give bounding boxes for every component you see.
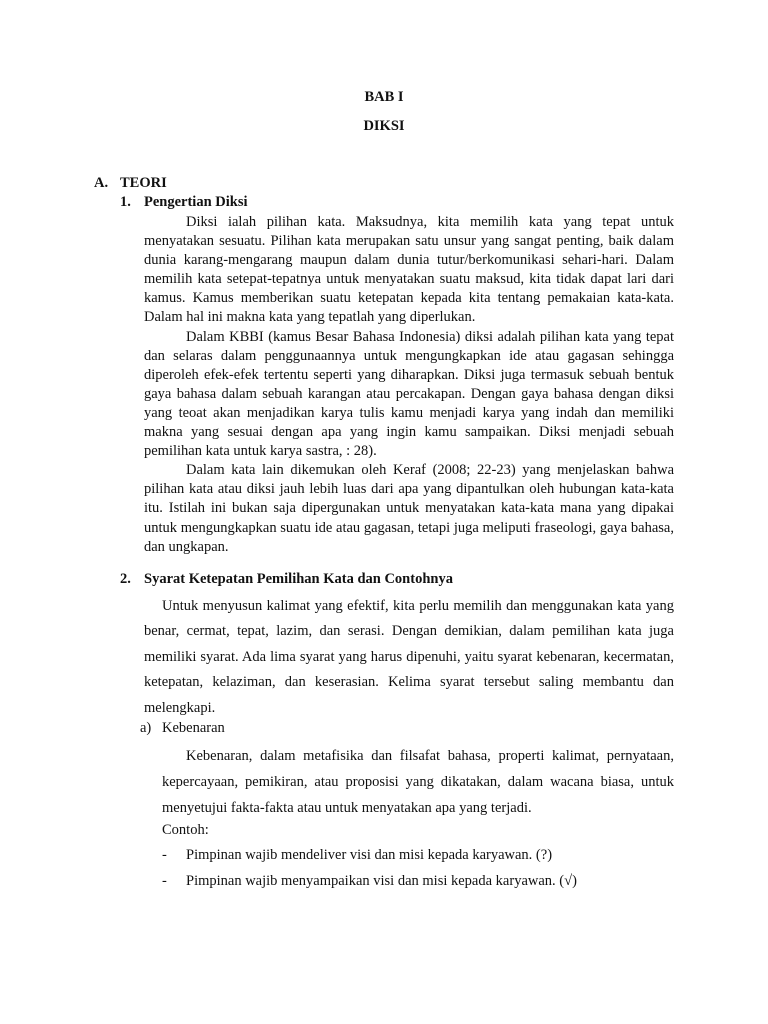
chapter-number: BAB I [364,89,404,105]
list-item: Pimpinan wajib menyampaikan visi dan misi kepada karyawan. (√) [186,873,577,889]
item-a-title: Kebenaran [162,720,225,736]
chapter-title: DIKSI [363,118,405,134]
section-a-title: TEORI [120,175,167,191]
paragraph: Dalam KBBI (kamus Besar Bahasa Indonesia) diksi adalah pilihan kata yang tepat dan selaras dalam penggunaannya untuk mengungkapkan ide atau gagasan sehingga diperoleh efek-efek tertentu seperti yang diharapkan. Diksi juga termasuk sebuah bentuk gaya bahasa dalam sebuah karangan atau percakapan. Dengan gaya bahasa dengan diksi yang teoat akan menjadikan karya tulis kamu menjadi karya yang indah dan memiliki makna yang sesuai dengan apa yang ingin kamu sampaikan. Diksi menjadi sebuah pemilihan kata untuk karya sastra, : 28). [144,328,674,460]
example-label: Contoh: [162,822,209,838]
list-item: Pimpinan wajib mendeliver visi dan misi kepada karyawan. (?) [186,847,553,863]
section-a-label: A. [94,175,109,191]
paragraph: Diksi ialah pilihan kata. Maksudnya, kita memilih kata yang tepat untuk menyatakan sesuatu. Pilihan kata merupakan satu unsur yang sangat penting, baik dalam dunia karang-mengarang maupun dalam dunia tutur/berkomunikasi sehari-hari. Dalam memilih kata setepat-tepatnya untuk menyatakan suatu maksud, kita tidak dapat lari dari kamus. Kamus memberikan suatu ketepatan kepada kita tentang pemakaian kata-kata. Dalam hal ini makna kata yang tepatlah yang diperlukan. [144,214,674,326]
paragraph: Kebenaran, dalam metafisika dan filsafat bahasa, properti kalimat, pernyataan, kepercayaan, pemikiran, atau proposisi yang dikatakan, dalam wacana biasa, untuk menyetujui fakta-fakta atau untuk menyatakan apa yang terjadi. [162,748,674,816]
paragraph: Untuk menyusun kalimat yang efektif, kita perlu memilih dan menggunakan kata yang benar, cermat, tepat, lazim, dan serasi. Dengan demikian, dalam pemilihan kata juga memiliki syarat. Ada lima syarat yang harus dipenuhi, yaitu syarat kebenaran, kecermatan, ketepatan, kelaziman, dan keserasian. Kelima syarat tersebut saling membantu dan melengkapi. [144,598,674,716]
item-a-body [162,743,674,821]
subsection-2-body [144,594,674,721]
paragraph: Dalam kata lain dikemukan oleh Keraf (2008; 22-23) yang menjelaskan bahwa pilihan kata atau diksi jauh lebih luas dari apa yang dipantulkan oleh hubungan kata-kata itu. Istilah ini bukan saja dipergunakan untuk menyatakan kata-kata mana yang dipakai untuk mengungkapkan suatu ide atau gagasan, tetapi juga meliputi fraseologi, gaya bahasa, dan ungkapan. [144,462,674,555]
subsection-1-number: 1. [120,194,131,210]
subsection-1-title: Pengertian Diksi [144,194,248,210]
list-marker: - [162,847,167,863]
subsection-2-number: 2. [120,571,131,587]
subsection-2-title: Syarat Ketepatan Pemilihan Kata dan Contohnya [144,571,453,587]
subsection-1-body [144,213,674,557]
item-a-label: a) [140,720,152,736]
list-marker: - [162,873,167,889]
